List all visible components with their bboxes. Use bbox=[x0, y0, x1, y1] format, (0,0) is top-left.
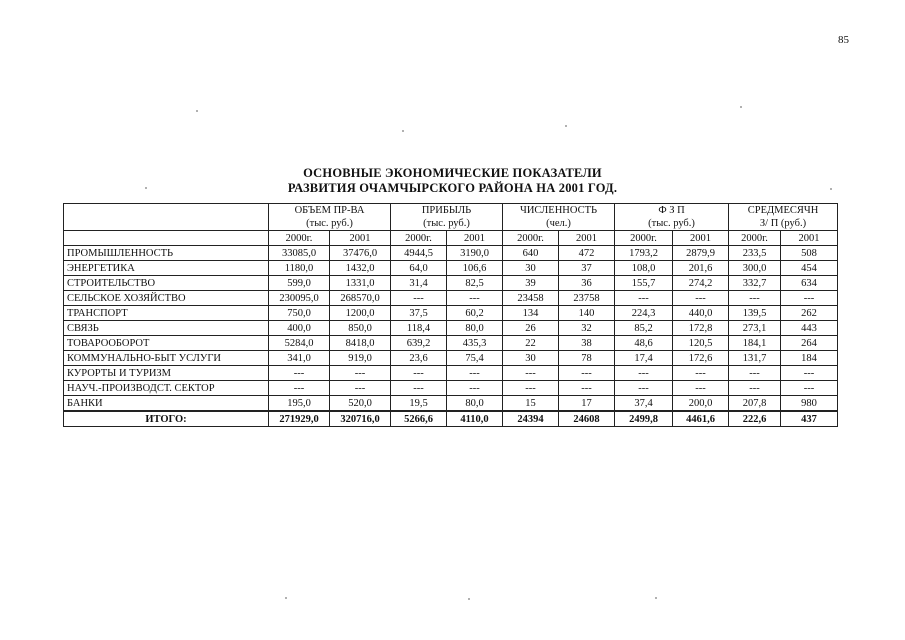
year-header: 2001 bbox=[330, 231, 391, 246]
table-cell: 224,3 bbox=[615, 306, 673, 321]
table-cell: 38 bbox=[559, 336, 615, 351]
table-row bbox=[64, 351, 838, 366]
table-cell: 264 bbox=[781, 336, 838, 351]
table-cell: 520,0 bbox=[330, 396, 391, 412]
table-cell: 172,8 bbox=[673, 321, 729, 336]
scan-speck bbox=[655, 597, 657, 599]
table-cell: --- bbox=[391, 291, 447, 306]
table-cell: 599,0 bbox=[269, 276, 330, 291]
group-header: ЧИСЛЕННОСТЬ (чел.) bbox=[503, 204, 615, 231]
year-header: 2001 bbox=[781, 231, 838, 246]
table-cell: 120,5 bbox=[673, 336, 729, 351]
scan-speck bbox=[402, 130, 404, 132]
table-cell: 78 bbox=[559, 351, 615, 366]
table-cell: 26 bbox=[503, 321, 559, 336]
table-cell: 4461,6 bbox=[673, 411, 729, 427]
row-label: НАУЧ.-ПРОИЗВОДСТ. СЕКТОР bbox=[64, 381, 269, 396]
table-cell: 919,0 bbox=[330, 351, 391, 366]
table-cell: 24394 bbox=[503, 411, 559, 427]
table-cell: 131,7 bbox=[729, 351, 781, 366]
group-header: Ф З П (тыс. руб.) bbox=[615, 204, 729, 231]
year-header-row bbox=[64, 231, 838, 246]
table-cell: 440,0 bbox=[673, 306, 729, 321]
row-label: КОММУНАЛЬНО-БЫТ УСЛУГИ bbox=[64, 351, 269, 366]
table-cell: 31,4 bbox=[391, 276, 447, 291]
table-cell: 23,6 bbox=[391, 351, 447, 366]
row-label: БАНКИ bbox=[64, 396, 269, 412]
table-cell: 33085,0 bbox=[269, 246, 330, 261]
table-cell: 80,0 bbox=[447, 321, 503, 336]
table-cell: 850,0 bbox=[330, 321, 391, 336]
row-label: СЕЛЬСКОЕ ХОЗЯЙСТВО bbox=[64, 291, 269, 306]
table-cell: --- bbox=[729, 381, 781, 396]
table-cell: 5284,0 bbox=[269, 336, 330, 351]
table-cell: 184,1 bbox=[729, 336, 781, 351]
scan-speck bbox=[830, 188, 832, 190]
table-row bbox=[64, 321, 838, 336]
total-label: ИТОГО: bbox=[64, 411, 269, 427]
table-cell: 201,6 bbox=[673, 261, 729, 276]
table-cell: 1180,0 bbox=[269, 261, 330, 276]
table-cell: 106,6 bbox=[447, 261, 503, 276]
table-cell: --- bbox=[781, 366, 838, 381]
title-line-2: РАЗВИТИЯ ОЧАМЧЫРСКОГО РАЙОНА НА 2001 ГОД. bbox=[287, 181, 618, 195]
table-cell: 437 bbox=[781, 411, 838, 427]
table-cell: --- bbox=[559, 381, 615, 396]
table-cell: 2879,9 bbox=[673, 246, 729, 261]
table-cell: 207,8 bbox=[729, 396, 781, 412]
table-cell: 341,0 bbox=[269, 351, 330, 366]
table-cell: --- bbox=[673, 291, 729, 306]
row-label: КУРОРТЫ И ТУРИЗМ bbox=[64, 366, 269, 381]
table-cell: 82,5 bbox=[447, 276, 503, 291]
table-cell: --- bbox=[447, 381, 503, 396]
year-header: 2001 bbox=[447, 231, 503, 246]
table-cell: 200,0 bbox=[673, 396, 729, 412]
table-cell: 2499,8 bbox=[615, 411, 673, 427]
table-cell: 230095,0 bbox=[269, 291, 330, 306]
year-header: 2000г. bbox=[503, 231, 559, 246]
table-row bbox=[64, 291, 838, 306]
table-row bbox=[64, 261, 838, 276]
row-label: ТРАНСПОРТ bbox=[64, 306, 269, 321]
year-header: 2000г. bbox=[391, 231, 447, 246]
table-cell: 139,5 bbox=[729, 306, 781, 321]
table-cell: --- bbox=[559, 366, 615, 381]
table-cell: --- bbox=[503, 366, 559, 381]
group-header: ОБЪЕМ ПР-ВА (тыс. руб.) bbox=[269, 204, 391, 231]
table-cell: 64,0 bbox=[391, 261, 447, 276]
table-cell: 80,0 bbox=[447, 396, 503, 412]
table-cell: 37 bbox=[559, 261, 615, 276]
scan-speck bbox=[145, 187, 147, 189]
table-cell: --- bbox=[330, 366, 391, 381]
table-cell: 37476,0 bbox=[330, 246, 391, 261]
table-cell: 15 bbox=[503, 396, 559, 412]
table-cell: 184 bbox=[781, 351, 838, 366]
table-cell: 435,3 bbox=[447, 336, 503, 351]
table-cell: --- bbox=[729, 291, 781, 306]
table-cell: 19,5 bbox=[391, 396, 447, 412]
table-cell: --- bbox=[615, 291, 673, 306]
table-cell: 37,5 bbox=[391, 306, 447, 321]
table-cell: 8418,0 bbox=[330, 336, 391, 351]
table-cell: 273,1 bbox=[729, 321, 781, 336]
table-cell: 24608 bbox=[559, 411, 615, 427]
table-cell: 60,2 bbox=[447, 306, 503, 321]
table-cell: 140 bbox=[559, 306, 615, 321]
table-cell: 85,2 bbox=[615, 321, 673, 336]
table-cell: 4944,5 bbox=[391, 246, 447, 261]
table-cell: 39 bbox=[503, 276, 559, 291]
row-label: ЭНЕРГЕТИКА bbox=[64, 261, 269, 276]
table-cell: 30 bbox=[503, 351, 559, 366]
table-cell: 32 bbox=[559, 321, 615, 336]
table-cell: --- bbox=[391, 366, 447, 381]
table-cell: 37,4 bbox=[615, 396, 673, 412]
table-row bbox=[64, 381, 838, 396]
table-cell: --- bbox=[503, 381, 559, 396]
scan-speck bbox=[468, 598, 470, 600]
table-cell: 1331,0 bbox=[330, 276, 391, 291]
table-row bbox=[64, 306, 838, 321]
table-cell: 271929,0 bbox=[269, 411, 330, 427]
scan-speck bbox=[285, 597, 287, 599]
corner-cell bbox=[64, 231, 269, 246]
table-cell: 454 bbox=[781, 261, 838, 276]
year-header: 2001 bbox=[673, 231, 729, 246]
table-cell: 1200,0 bbox=[330, 306, 391, 321]
table-cell: --- bbox=[781, 291, 838, 306]
table-cell: 23458 bbox=[503, 291, 559, 306]
row-label: СТРОИТЕЛЬСТВО bbox=[64, 276, 269, 291]
table-cell: --- bbox=[447, 366, 503, 381]
table-cell: 3190,0 bbox=[447, 246, 503, 261]
year-header: 2000г. bbox=[269, 231, 330, 246]
table-cell: 640 bbox=[503, 246, 559, 261]
indicators-table bbox=[63, 203, 838, 427]
table-cell: 118,4 bbox=[391, 321, 447, 336]
row-label: ПРОМЫШЛЕННОСТЬ bbox=[64, 246, 269, 261]
table-cell: 17 bbox=[559, 396, 615, 412]
table-cell: 36 bbox=[559, 276, 615, 291]
table-cell: 4110,0 bbox=[447, 411, 503, 427]
table-cell: 320716,0 bbox=[330, 411, 391, 427]
year-header: 2000г. bbox=[615, 231, 673, 246]
table-cell: 472 bbox=[559, 246, 615, 261]
table-cell: 17,4 bbox=[615, 351, 673, 366]
table-cell: 155,7 bbox=[615, 276, 673, 291]
table-row bbox=[64, 276, 838, 291]
table-cell: 634 bbox=[781, 276, 838, 291]
table-cell: --- bbox=[269, 366, 330, 381]
row-label: ТОВАРООБОРОТ bbox=[64, 336, 269, 351]
table-cell: 5266,6 bbox=[391, 411, 447, 427]
table-row bbox=[64, 336, 838, 351]
table-row bbox=[64, 246, 838, 261]
table-cell: --- bbox=[673, 366, 729, 381]
table-cell: 48,6 bbox=[615, 336, 673, 351]
table-cell: 233,5 bbox=[729, 246, 781, 261]
group-header: СРЕДМЕСЯЧН З/ П (руб.) bbox=[729, 204, 838, 231]
year-header: 2000г. bbox=[729, 231, 781, 246]
table-cell: 222,6 bbox=[729, 411, 781, 427]
table-cell: 980 bbox=[781, 396, 838, 412]
scan-speck bbox=[565, 125, 567, 127]
table-cell: 22 bbox=[503, 336, 559, 351]
title-line-1: ОСНОВНЫЕ ЭКОНОМИЧЕСКИЕ ПОКАЗАТЕЛИ bbox=[303, 166, 602, 180]
table-cell: --- bbox=[269, 381, 330, 396]
table-cell: 23758 bbox=[559, 291, 615, 306]
table-cell: 195,0 bbox=[269, 396, 330, 412]
table-cell: 262 bbox=[781, 306, 838, 321]
row-label: СВЯЗЬ bbox=[64, 321, 269, 336]
scan-speck bbox=[196, 110, 198, 112]
table-cell: 134 bbox=[503, 306, 559, 321]
table-cell: 1793,2 bbox=[615, 246, 673, 261]
table-cell: 639,2 bbox=[391, 336, 447, 351]
table-cell: 300,0 bbox=[729, 261, 781, 276]
table-cell: 30 bbox=[503, 261, 559, 276]
table-cell: --- bbox=[391, 381, 447, 396]
table-cell: 108,0 bbox=[615, 261, 673, 276]
table-cell: --- bbox=[447, 291, 503, 306]
table-row bbox=[64, 366, 838, 381]
table-cell: 508 bbox=[781, 246, 838, 261]
table-cell: 172,6 bbox=[673, 351, 729, 366]
table-cell: 400,0 bbox=[269, 321, 330, 336]
group-header: ПРИБЫЛЬ (тыс. руб.) bbox=[391, 204, 503, 231]
scan-speck bbox=[740, 106, 742, 108]
table-cell: 75,4 bbox=[447, 351, 503, 366]
table-row bbox=[64, 396, 838, 412]
table-cell: --- bbox=[781, 381, 838, 396]
table-cell: 268570,0 bbox=[330, 291, 391, 306]
table-cell: --- bbox=[615, 381, 673, 396]
table-cell: 274,2 bbox=[673, 276, 729, 291]
table-cell: --- bbox=[673, 381, 729, 396]
table-cell: 1432,0 bbox=[330, 261, 391, 276]
table-cell: 332,7 bbox=[729, 276, 781, 291]
table-cell: 750,0 bbox=[269, 306, 330, 321]
table-cell: --- bbox=[330, 381, 391, 396]
corner-cell bbox=[64, 204, 269, 231]
page-title bbox=[0, 166, 905, 196]
page-number: 85 bbox=[838, 34, 849, 46]
total-row bbox=[64, 411, 838, 427]
table-cell: --- bbox=[615, 366, 673, 381]
year-header: 2001 bbox=[559, 231, 615, 246]
table-cell: --- bbox=[729, 366, 781, 381]
table-cell: 443 bbox=[781, 321, 838, 336]
